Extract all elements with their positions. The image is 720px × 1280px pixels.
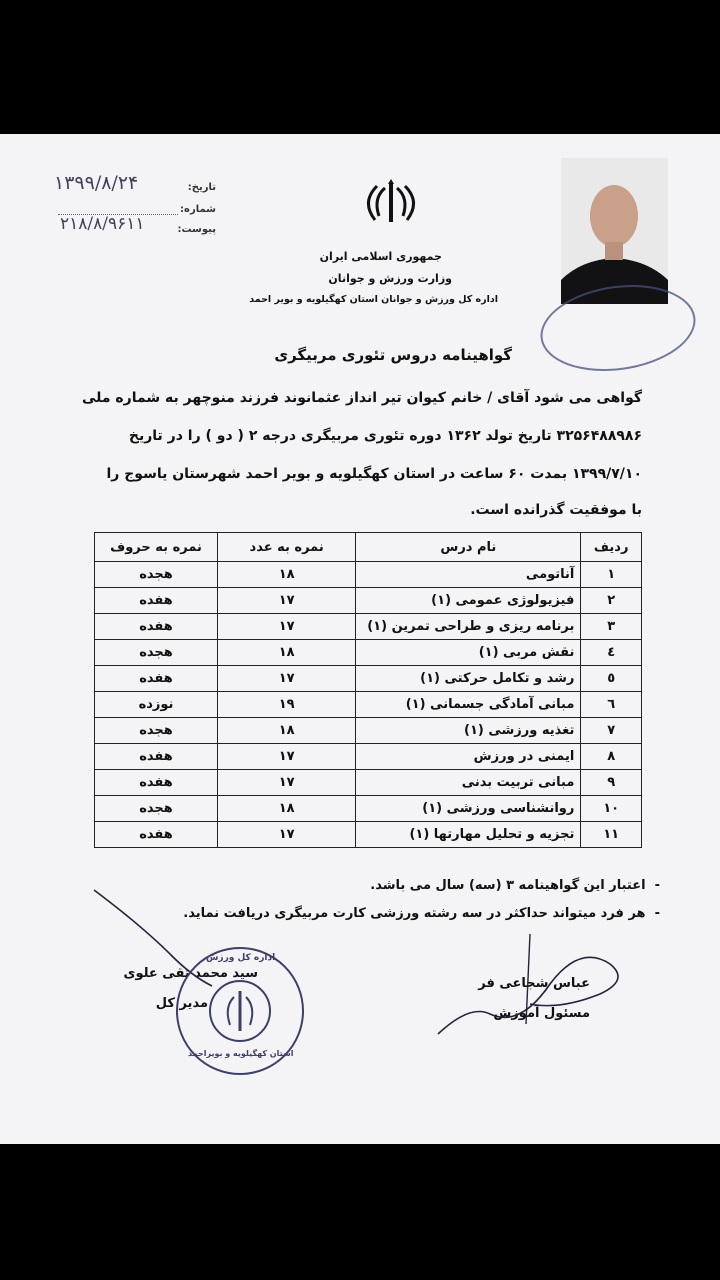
signature-left-title: مدیر کل <box>155 996 208 1011</box>
col-header-grade-number: نمره به عدد <box>218 533 356 562</box>
cell-grade-number: ۱۷ <box>218 744 356 770</box>
cell-grade-words: هفده <box>95 666 218 692</box>
cell-grade-number: ۱۸ <box>218 562 356 588</box>
cell-grade-number: ۱۷ <box>218 614 356 640</box>
cell-row-number: ۱ <box>581 562 642 588</box>
cell-course-name: مبانی آمادگی جسمانی (۱) <box>356 692 581 718</box>
cell-row-number: ۲ <box>581 588 642 614</box>
cell-course-name: نقش مربی (۱) <box>356 640 581 666</box>
table-row <box>95 796 642 822</box>
cell-row-number: ٤ <box>581 640 642 666</box>
attach-value: ۲۱۸/۸/۹۶۱۱ <box>60 214 145 234</box>
body-line-2: ۳۲۵۶۴۸۸۹۸۶ تاریخ تولد ۱۳۶۲ دوره تئوری مربیگری درجه ۲ ( دو ) را در تاریخ <box>128 428 642 444</box>
cell-course-name: فیزیولوژی عمومی (۱) <box>356 588 581 614</box>
cell-row-number: ۱۱ <box>581 822 642 848</box>
number-label: شماره: <box>180 204 216 215</box>
cell-course-name: مبانی تربیت بدنی <box>356 770 581 796</box>
stamp-top-text: اداره کل ورزش <box>206 953 276 963</box>
cell-row-number: ۳ <box>581 614 642 640</box>
cell-grade-words: نوزده <box>95 692 218 718</box>
cell-course-name: ایمنی در ورزش <box>356 744 581 770</box>
cell-grade-number: ۱۸ <box>218 718 356 744</box>
body-line-4: با موفقیت گذرانده است. <box>470 502 642 518</box>
cell-course-name: رشد و تکامل حرکتی (۱) <box>356 666 581 692</box>
table-row <box>95 666 642 692</box>
cell-row-number: ۷ <box>581 718 642 744</box>
table-row <box>95 822 642 848</box>
cell-grade-words: هفده <box>95 770 218 796</box>
certificate-title: گواهینامه دروس تئوری مربیگری <box>274 346 512 364</box>
table-row <box>95 614 642 640</box>
cell-grade-words: هجده <box>95 562 218 588</box>
signature-right-name: عباس شجاعی فر <box>478 976 590 991</box>
date-value: ۱۳۹۹/۸/۲۴ <box>54 172 139 194</box>
table-header-row <box>95 533 642 562</box>
cell-grade-words: هجده <box>95 640 218 666</box>
cell-row-number: ۱۰ <box>581 796 642 822</box>
cell-grade-number: ۱۸ <box>218 796 356 822</box>
cell-grade-number: ۱۷ <box>218 770 356 796</box>
cell-course-name: آناتومی <box>356 562 581 588</box>
cell-grade-words: هفده <box>95 614 218 640</box>
cell-grade-number: ۱۸ <box>218 640 356 666</box>
cell-course-name: برنامه ریزی و طراحی تمرین (۱) <box>356 614 581 640</box>
grades-table <box>94 532 642 848</box>
header-office: اداره کل ورزش و جوانان استان کهگیلویه و بویر احمد <box>249 294 498 305</box>
note-limit-text: هر فرد میتواند حداکثر در سه رشته ورزشی کارت مربیگری دریافت نماید. <box>183 906 646 921</box>
col-header-grade-words: نمره به حروف <box>95 533 218 562</box>
table-row <box>95 640 642 666</box>
note-validity: - اعتبار این گواهینامه ۳ (سه) سال می باشد. <box>370 878 660 893</box>
official-round-stamp <box>176 947 304 1075</box>
person-photo-icon <box>561 158 668 304</box>
signature-left-name: سید محمد تقی علوی <box>123 966 258 981</box>
table-row <box>95 744 642 770</box>
cell-grade-number: ۱۹ <box>218 692 356 718</box>
cell-course-name: تغذیه ورزشی (۱) <box>356 718 581 744</box>
table-row <box>95 588 642 614</box>
cell-grade-words: هفده <box>95 822 218 848</box>
certificate-page <box>0 134 720 1144</box>
table-row <box>95 718 642 744</box>
table-row <box>95 770 642 796</box>
header-country: جمهوری اسلامی ایران <box>319 250 442 263</box>
cell-grade-number: ۱۷ <box>218 822 356 848</box>
attach-label: پیوست: <box>177 224 216 235</box>
holder-photo <box>561 158 668 304</box>
handwritten-signature-right <box>430 924 650 1044</box>
photo-stamp <box>535 276 701 381</box>
cell-grade-words: هجده <box>95 718 218 744</box>
col-header-row-number: ردیف <box>581 533 642 562</box>
header-ministry: وزارت ورزش و جوانان <box>328 272 452 285</box>
cell-grade-words: هفده <box>95 744 218 770</box>
body-line-3: ۱۳۹۹/۷/۱۰ بمدت ۶۰ ساعت در استان کهگیلویه و بویر احمد شهرستان یاسوج را <box>106 466 642 482</box>
cell-row-number: ٥ <box>581 666 642 692</box>
cell-grade-number: ۱۷ <box>218 588 356 614</box>
signature-right-title: مسئول آموزش <box>493 1006 590 1021</box>
col-header-course: نام درس <box>356 533 581 562</box>
date-label: تاریخ: <box>187 182 216 193</box>
note-validity-text: اعتبار این گواهینامه ۳ (سه) سال می باشد. <box>370 878 646 893</box>
cell-row-number: ۹ <box>581 770 642 796</box>
cell-grade-number: ۱۷ <box>218 666 356 692</box>
note-limit: - هر فرد میتواند حداکثر در سه رشته ورزشی کارت مربیگری دریافت نماید. <box>183 906 660 921</box>
table-row <box>95 692 642 718</box>
cell-course-name: تجزیه و تحلیل مهارتها (۱) <box>356 822 581 848</box>
cell-row-number: ٦ <box>581 692 642 718</box>
iran-emblem-icon <box>363 178 419 226</box>
cell-grade-words: هجده <box>95 796 218 822</box>
cell-course-name: روانشناسی ورزشی (۱) <box>356 796 581 822</box>
body-line-1: گواهی می شود آقای / خانم کیوان تیر انداز عثمانوند فرزند منوچهر به شماره ملی <box>81 390 642 406</box>
cell-grade-words: هفده <box>95 588 218 614</box>
stamp-bottom-text: استان کهگیلویه و بویراحمد <box>188 1049 294 1058</box>
cell-row-number: ۸ <box>581 744 642 770</box>
table-row <box>95 562 642 588</box>
